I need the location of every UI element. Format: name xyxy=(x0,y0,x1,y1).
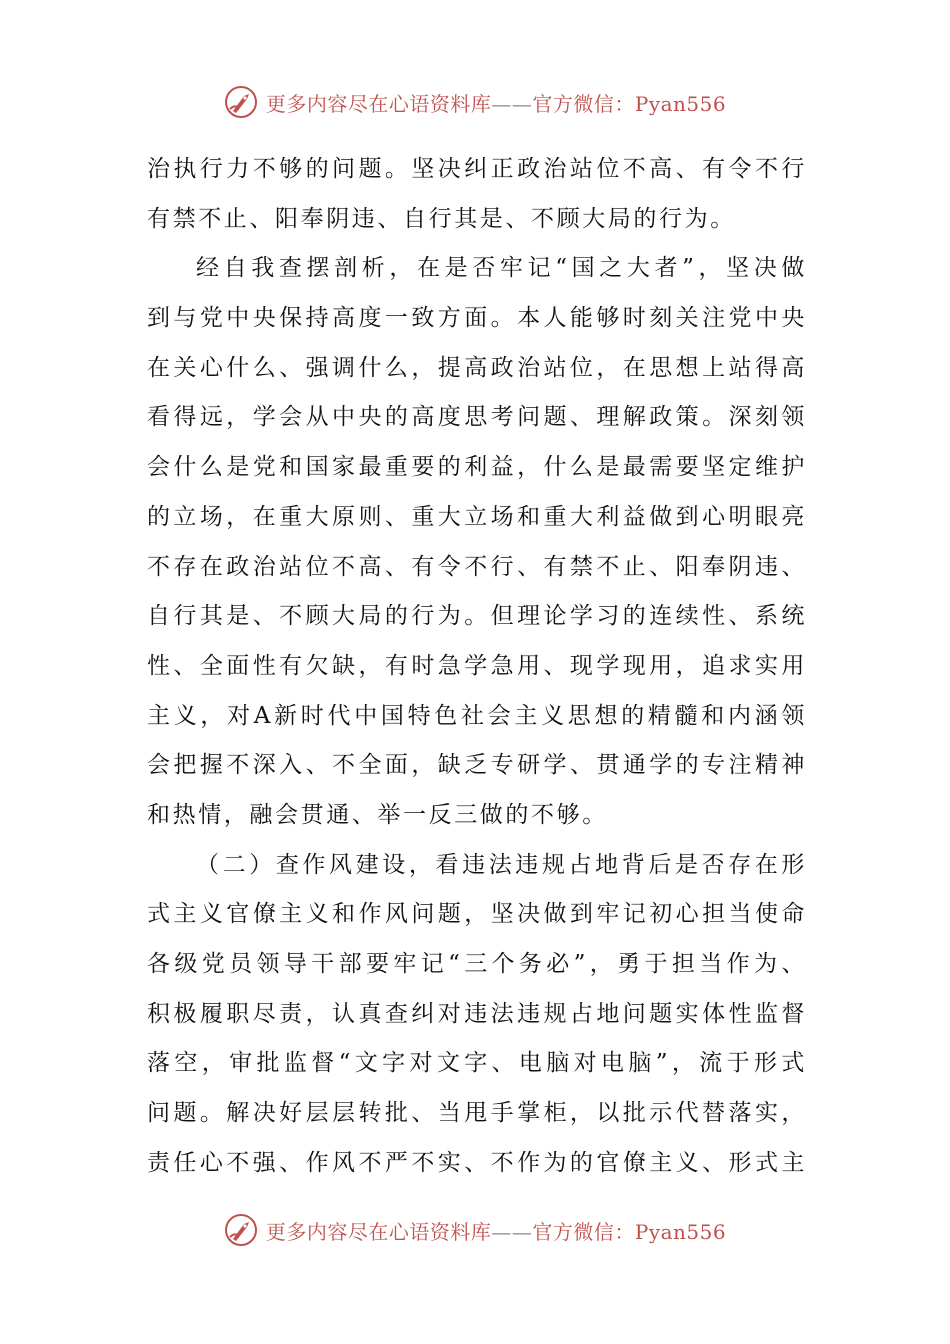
watermark-brand: 更多内容尽在心语资料库 xyxy=(265,91,492,116)
body-line: 不存在政治站位不高、有令不行、有禁不止、阳奉阴违、 xyxy=(147,553,807,580)
pen-nib-logo-icon xyxy=(224,1213,258,1247)
watermark-separator: —— xyxy=(491,91,533,116)
body-line: 和热情，融会贯通、举一反三做的不够。 xyxy=(147,801,608,828)
pen-nib-logo-icon xyxy=(224,85,258,119)
body-line: 看得远，学会从中央的高度思考问题、理解政策。深刻领 xyxy=(147,404,807,431)
body-line: 落空，审批监督“文字对文字、电脑对电脑”，流于形式 xyxy=(147,1050,807,1077)
paragraph-start-line: 经自我查摆剖析，在是否牢记“国之大者”，坚决做 xyxy=(196,255,807,282)
body-line: 各级党员领导干部要牢记“三个务必”，勇于担当作为、 xyxy=(147,951,807,977)
body-line: 式主义官僚主义和作风问题，坚决做到牢记初心担当使命 xyxy=(147,901,807,928)
body-line: 主义，对A新时代中国特色社会主义思想的精髓和内涵领 xyxy=(147,702,807,729)
watermark-brand: 更多内容尽在心语资料库 xyxy=(265,1219,492,1244)
footer-watermark xyxy=(0,1210,950,1250)
header-watermark xyxy=(0,82,950,122)
watermark-contact: 官方微信：Pyan556 xyxy=(532,1219,727,1244)
body-line: 在关心什么、强调什么，提高政治站位，在思想上站得高 xyxy=(147,354,807,381)
watermark-contact: 官方微信：Pyan556 xyxy=(532,91,727,116)
body-line: 治执行力不够的问题。坚决纠正政治站位不高、有令不行 xyxy=(147,156,807,182)
watermark-text xyxy=(266,1216,726,1245)
body-line: 问题。解决好层层转批、当甩手掌柜，以批示代替落实， xyxy=(147,1100,807,1127)
body-line: 责任心不强、作风不严不实、不作为的官僚主义、形式主 xyxy=(147,1149,807,1176)
body-line: 会什么是党和国家最重要的利益，什么是最需要坚定维护 xyxy=(147,454,807,481)
body-line: 会把握不深入、不全面，缺乏专研学、贯通学的专注精神 xyxy=(147,752,807,779)
body-line: 到与党中央保持高度一致方面。本人能够时刻关注党中央 xyxy=(147,305,807,332)
watermark-separator: —— xyxy=(491,1219,533,1244)
body-line: 性、全面性有欠缺，有时急学急用、现学现用，追求实用 xyxy=(147,652,807,679)
document-body xyxy=(147,145,807,1188)
section-heading-line: （二）查作风建设，看违法违规占地背后是否存在形 xyxy=(196,851,807,878)
body-line: 有禁不止、阳奉阴违、自行其是、不顾大局的行为。 xyxy=(147,205,736,232)
body-line: 自行其是、不顾大局的行为。但理论学习的连续性、系统 xyxy=(147,603,807,630)
body-line: 积极履职尽责，认真查纠对违法违规占地问题实体性监督 xyxy=(147,1000,807,1027)
body-line: 的立场，在重大原则、重大立场和重大利益做到心明眼亮 xyxy=(147,503,807,530)
watermark-text xyxy=(266,88,726,117)
